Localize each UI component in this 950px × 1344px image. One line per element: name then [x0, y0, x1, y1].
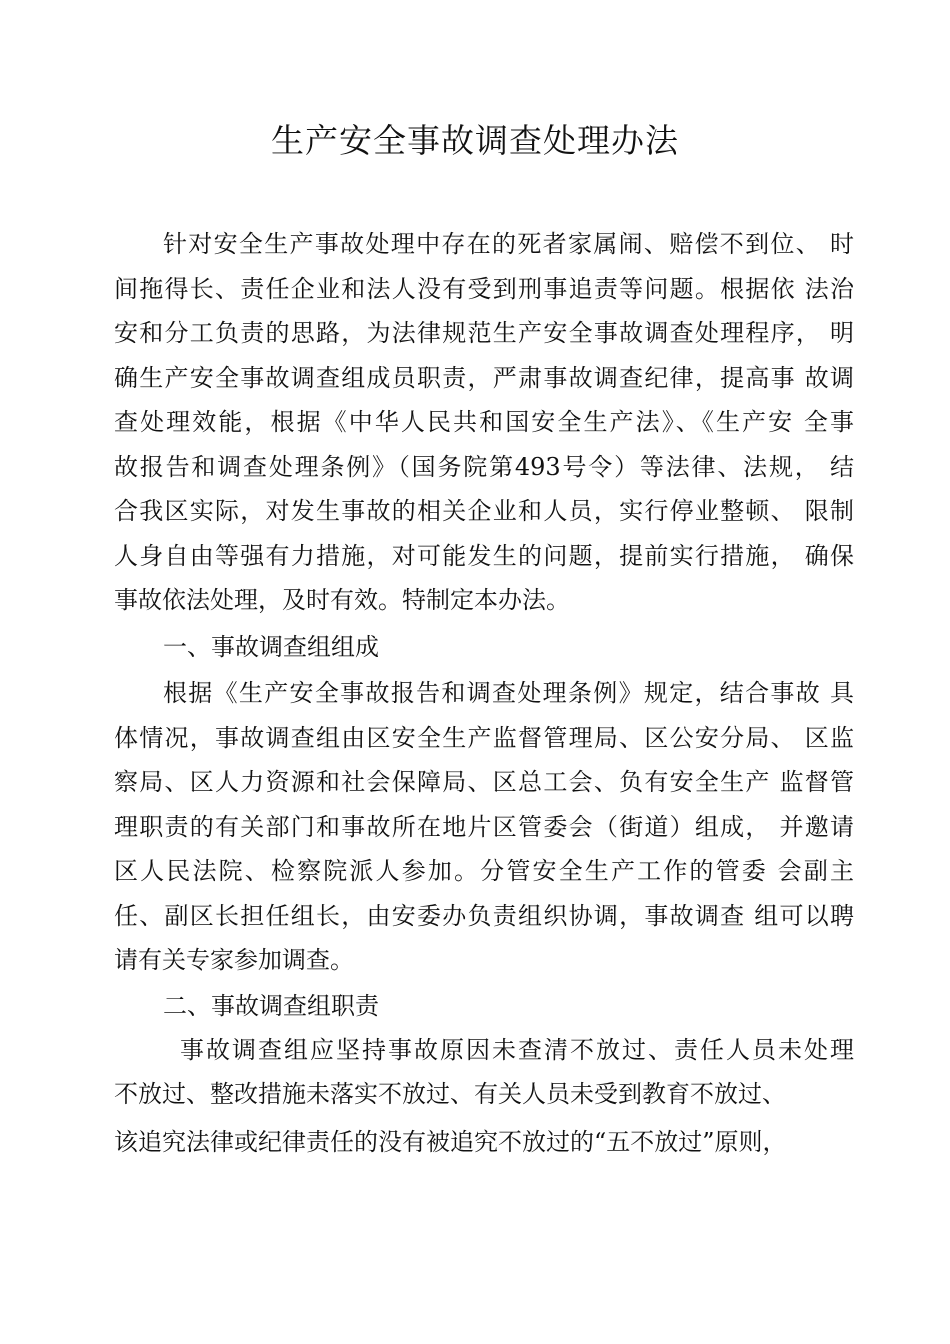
intro-line: 针对安全生产事故处理中存在的死者家属闹、赔偿不到位、 时 [163, 230, 854, 258]
section1-line: 根据《生产安全事故报告和调查处理条例》规定，结合事故 具 [163, 679, 854, 707]
document-title: 生产安全事故调查处理办法 [271, 121, 679, 160]
intro-line: 安和分工负责的思路，为法律规范生产安全事故调查处理程序， 明 [114, 319, 854, 347]
intro-line: 人身自由等强有力措施，对可能发生的问题，提前实行措施， 确保 [114, 542, 854, 570]
section2-line: 不放过、整改措施未落实不放过、有关人员未受到教育不放过、 [114, 1080, 786, 1108]
section1-heading: 一、事故调查组组成 [163, 633, 379, 661]
section1-line: 区人民法院、检察院派人参加。分管安全生产工作的管委 会副主 [114, 857, 854, 885]
section2-line: 该追究法律或纪律责任的没有被追究不放过的“五不放过”原则， [114, 1128, 787, 1156]
intro-line: 查处理效能，根据《中华人民共和国安全生产法》、《生产安 全事 [114, 408, 854, 436]
intro-line: 故报告和调查处理条例》（国务院第493号令）等法律、法规， 结 [114, 453, 854, 481]
intro-line: 合我区实际，对发生事故的相关企业和人员，实行停业整顿、 限制 [114, 497, 854, 525]
section1-line: 请有关专家参加调查。 [114, 946, 354, 974]
section1-line: 体情况，事故调查组由区安全生产监督管理局、区公安分局、 区监 [114, 724, 854, 752]
section1-line: 察局、区人力资源和社会保障局、区总工会、负有安全生产 监督管 [114, 768, 854, 796]
intro-line: 确生产安全事故调查组成员职责，严肃事故调查纪律，提高事 故调 [114, 364, 854, 392]
section1-line: 理职责的有关部门和事故所在地片区管委会（街道）组成， 并邀请 [114, 813, 854, 841]
intro-line: 事故依法处理，及时有效。特制定本办法。 [114, 586, 570, 614]
intro-line: 间拖得长、责任企业和法人没有受到刑事追责等问题。根据依 法治 [114, 275, 854, 303]
section2-heading: 二、事故调查组职责 [163, 992, 379, 1020]
section1-line: 任、副区长担任组长，由安委办负责组织协调，事故调查 组可以聘 [114, 902, 854, 930]
section2-line: 事故调查组应坚持事故原因未查清不放过、责任人员未处理 [180, 1036, 854, 1064]
